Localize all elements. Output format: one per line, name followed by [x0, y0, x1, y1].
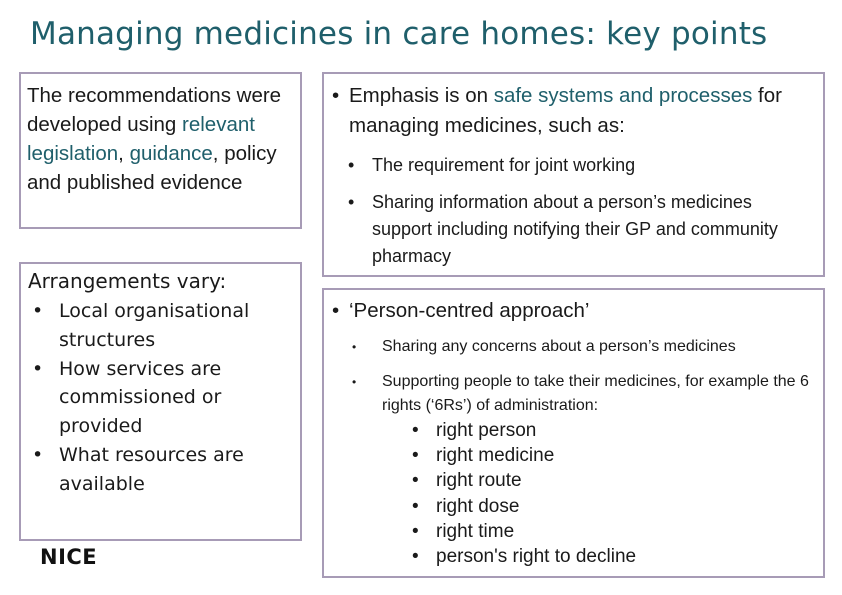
safe-systems-text: safe systems and processes	[493, 84, 753, 107]
nice-logo: NICE	[40, 545, 98, 569]
list-item-text: What resources are available	[59, 443, 244, 495]
recommendations-box	[19, 72, 302, 229]
bullet-icon: •	[412, 546, 419, 568]
bullet-icon: •	[352, 375, 357, 389]
person-centred-box	[322, 288, 825, 578]
bullet-icon: •	[412, 420, 419, 441]
list-item	[412, 544, 636, 569]
list-item-text: Local organisational structures	[59, 300, 250, 351]
bullet-icon: •	[348, 192, 355, 212]
list-item	[412, 494, 636, 519]
guidance-text: guidance	[129, 142, 213, 165]
recommendations-separator: ,	[118, 142, 130, 165]
bullet-icon: •	[332, 84, 340, 107]
recommendations-ending: , policy and published evidence	[27, 142, 277, 194]
relevant-legislation-text: relevant legislation	[27, 113, 255, 165]
recommendations-intro: The recommendations were developed using	[27, 84, 282, 136]
list-item-text: Sharing information about a person’s medicines support including notifying their GP and community pharmacy	[372, 192, 778, 266]
list-item-text: person's right to decline	[436, 546, 637, 568]
list-item	[348, 152, 813, 179]
list-item-text: right medicine	[436, 445, 555, 467]
bullet-icon: •	[412, 470, 419, 492]
six-rights-list	[412, 418, 636, 569]
recommendations-text	[27, 81, 295, 197]
list-item	[21, 297, 297, 355]
bullet-icon: •	[32, 443, 44, 466]
list-item-text: How services are commissioned or provided	[59, 357, 222, 438]
list-item	[348, 189, 813, 270]
list-item	[21, 441, 297, 499]
bullet-icon: •	[412, 445, 419, 467]
list-item-text: right time	[436, 520, 515, 542]
list-item-text: The requirement for joint working	[372, 155, 636, 175]
bullet-icon: •	[412, 495, 419, 517]
list-item	[412, 418, 636, 443]
list-item	[412, 443, 636, 468]
list-item	[352, 335, 817, 359]
emphasis-box	[322, 72, 825, 277]
arrangements-heading: Arrangements vary:	[28, 269, 227, 293]
list-item-text: right person	[436, 420, 537, 441]
list-item	[21, 355, 297, 441]
person-centred-heading	[332, 296, 812, 326]
list-item	[352, 370, 817, 418]
list-item-text: right dose	[436, 495, 520, 517]
emphasis-intro: Emphasis is on	[349, 84, 494, 107]
emphasis-statement	[332, 81, 812, 141]
list-item-text: right route	[436, 470, 522, 492]
bullet-icon: •	[352, 340, 357, 354]
list-item	[412, 468, 636, 493]
arrangements-box	[19, 262, 302, 541]
page-title: Managing medicines in care homes: key points	[30, 16, 768, 52]
bullet-icon: •	[32, 300, 44, 322]
emphasis-rest: for managing medicines, such as:	[349, 84, 782, 137]
arrangements-list	[21, 297, 297, 499]
list-item-text: Sharing any concerns about a person’s medicines	[382, 338, 736, 355]
bullet-icon: •	[348, 155, 355, 175]
person-centred-text: ‘Person-centred approach’	[349, 299, 590, 322]
bullet-icon: •	[412, 520, 419, 542]
bullet-icon: •	[32, 357, 44, 380]
list-item	[412, 519, 636, 544]
bullet-icon: •	[332, 299, 340, 322]
list-item-text: Supporting people to take their medicines, for example the 6 rights (‘6Rs’) of administration:	[382, 373, 809, 414]
